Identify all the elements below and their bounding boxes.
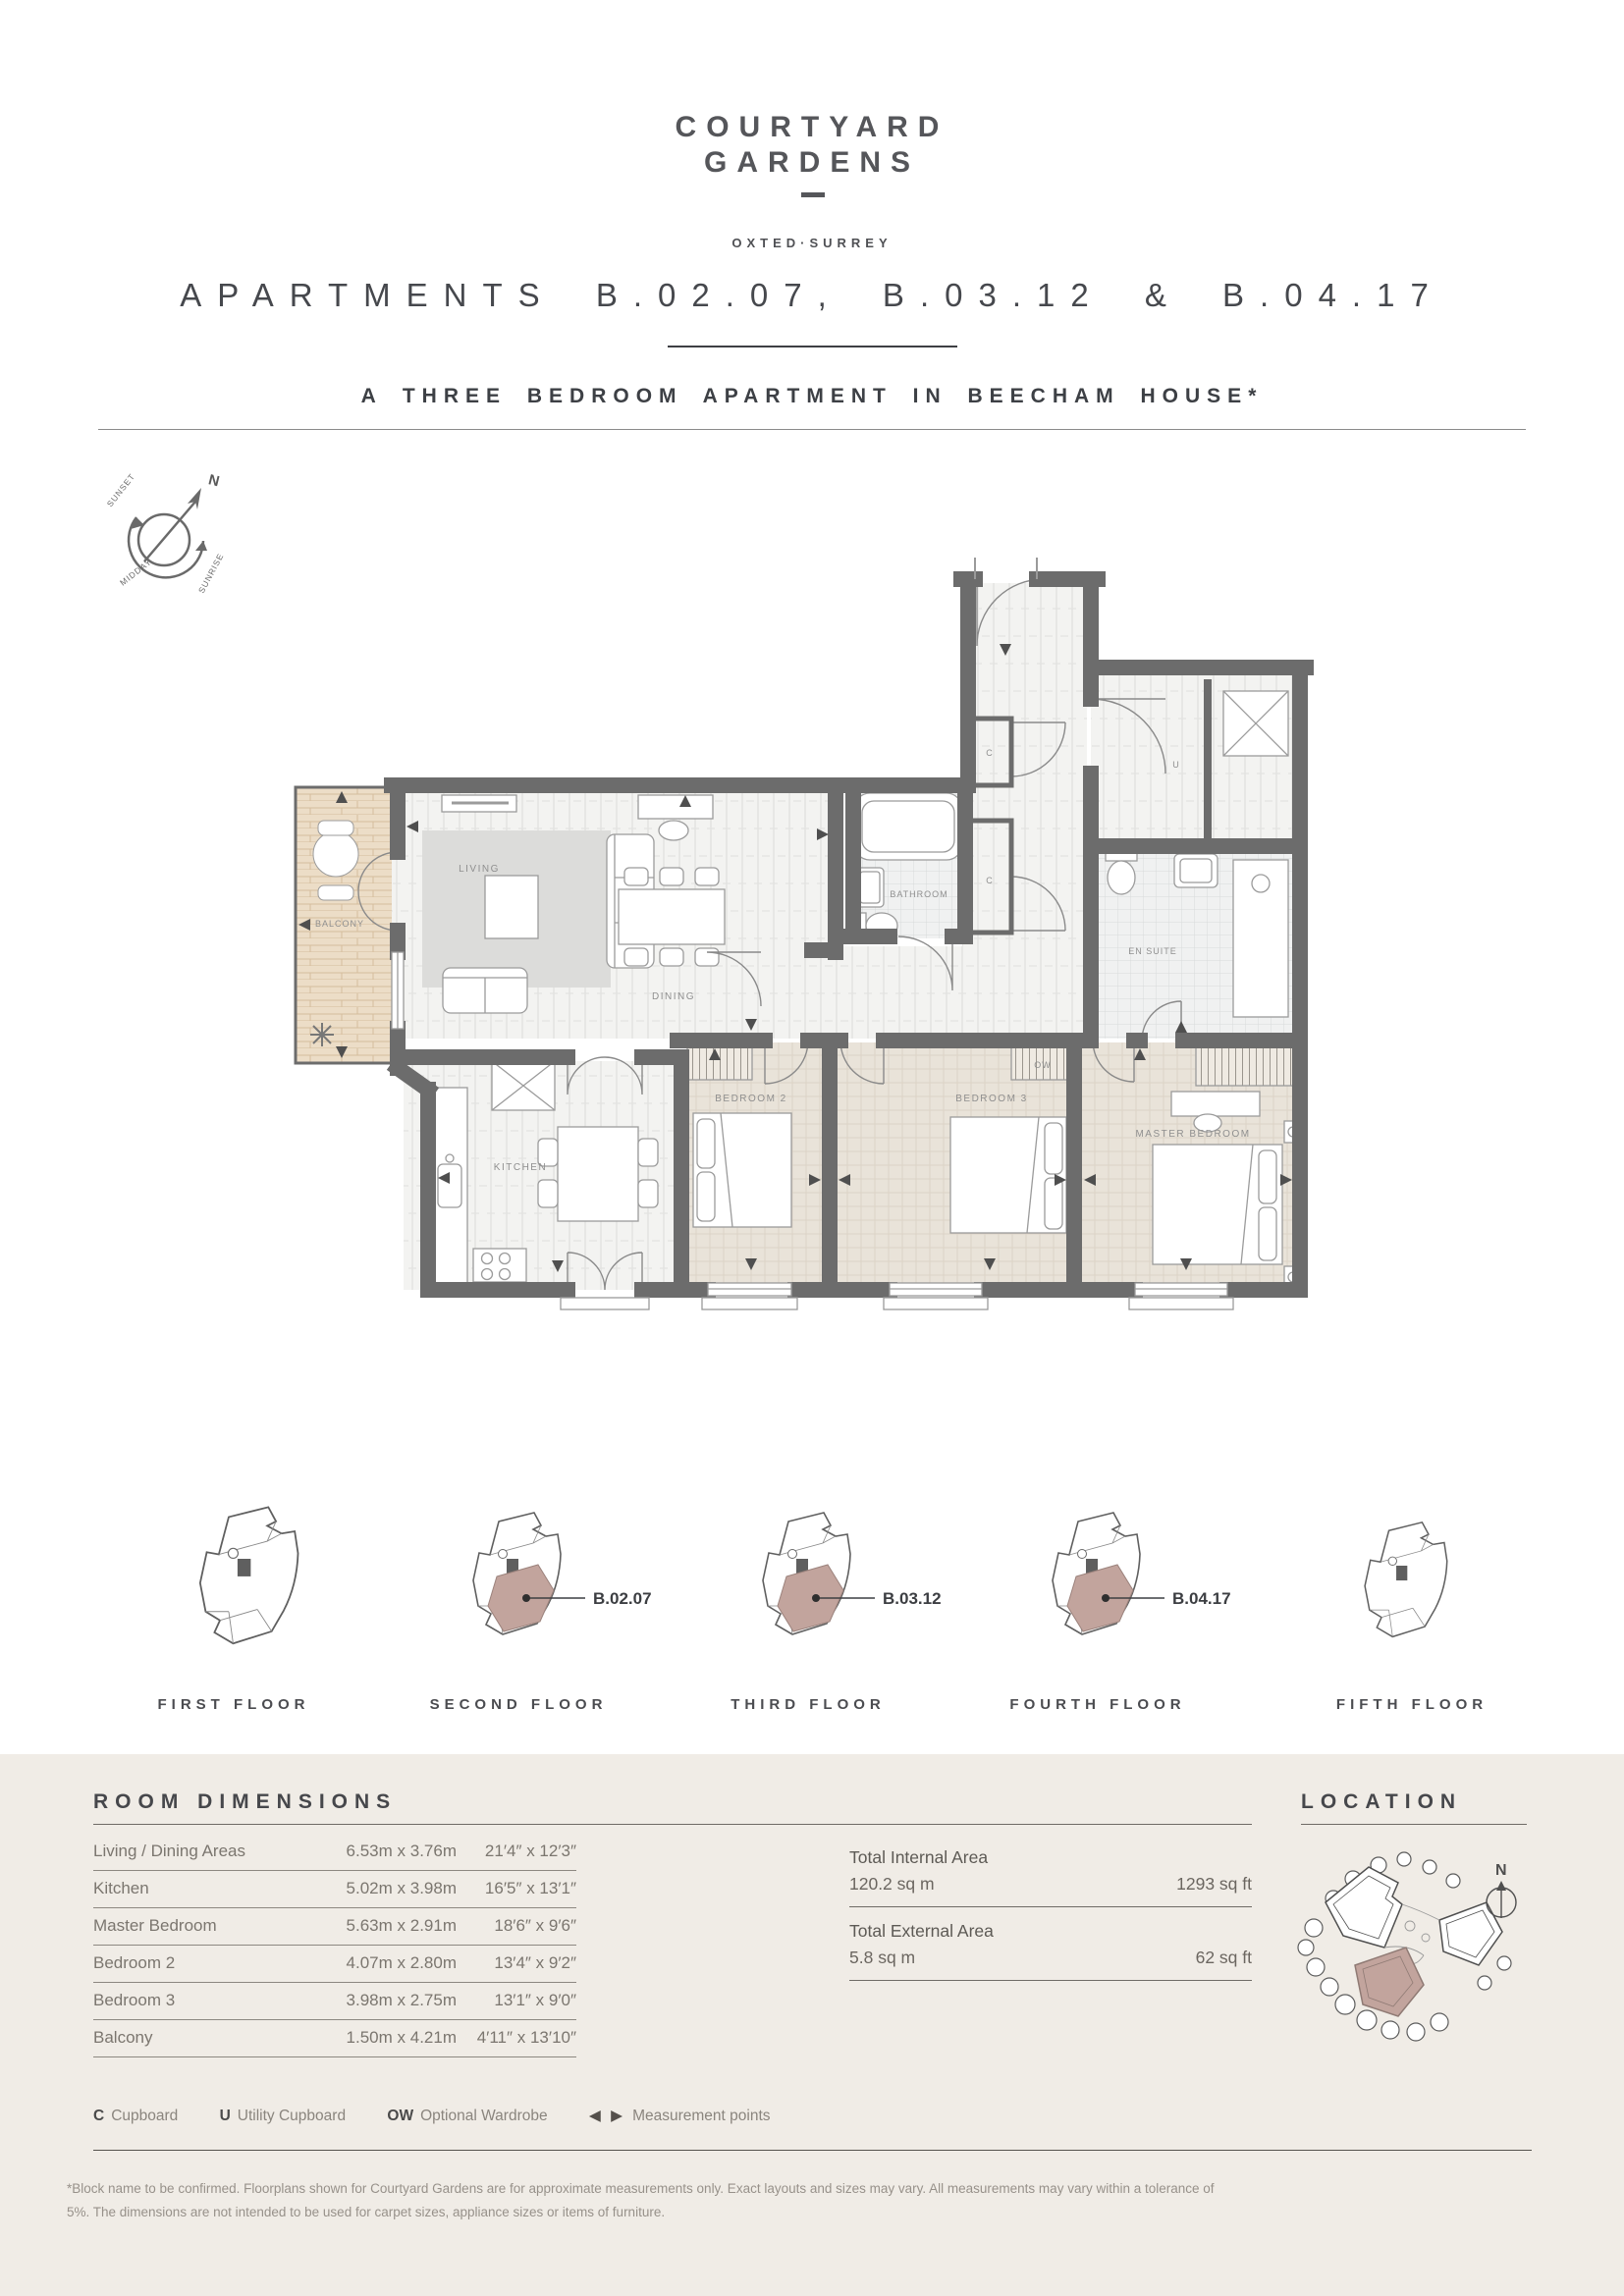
table-row: Bedroom 3 3.98m x 2.75m 13′1″ x 9′0″ bbox=[93, 1983, 576, 2020]
disclaimer-line1: *Block name to be confirmed. Floorplans shown for Courtyard Gardens are for approximate measurements only. Exact layouts and sizes may vary. All measurements may vary within a tolerance of bbox=[67, 2181, 1215, 2196]
legend-key-u: U bbox=[219, 2108, 231, 2124]
page-title: APARTMENTS B.02.07, B.03.12 & B.04.17 bbox=[180, 277, 1444, 313]
ensuite-toilet bbox=[1108, 861, 1135, 894]
plant-icon bbox=[310, 1023, 334, 1046]
desk bbox=[638, 795, 713, 819]
external-area-label: Total External Area bbox=[849, 1921, 994, 1941]
table-row: Balcony 1.50m x 4.21m 4′11″ x 13′10″ bbox=[93, 2020, 576, 2057]
table-row: Living / Dining Areas 6.53m x 3.76m 21′4″ x 12′3″ bbox=[93, 1834, 576, 1871]
floorplan-mini-fifth-floor bbox=[1306, 1506, 1581, 1663]
desk-chair bbox=[659, 821, 688, 840]
apartment-floor-plan bbox=[263, 540, 1316, 1366]
page-subtitle: A THREE BEDROOM APARTMENT IN BEECHAM HOUSE* bbox=[360, 385, 1264, 407]
total-external-area bbox=[849, 1907, 1252, 1981]
disclaimer-text bbox=[67, 2177, 1559, 2224]
disclaimer-line2: 5%. The dimensions are not intended to be used for carpet sizes, appliance sizes or items of furniture. bbox=[67, 2205, 666, 2219]
external-area-imperial: 62 sq ft bbox=[1195, 1948, 1252, 1967]
cupboard1-label: C bbox=[986, 748, 994, 758]
master-bedroom-label: MASTER BEDROOM bbox=[1135, 1129, 1251, 1140]
brand-dash bbox=[801, 192, 825, 197]
first-floor-label: FIRST FLOOR bbox=[157, 1696, 310, 1713]
utility-label: U bbox=[1172, 760, 1180, 770]
unit-callout-b0207: B.02.07 bbox=[593, 1589, 652, 1608]
legend-key-ow: OW bbox=[387, 2108, 414, 2124]
external-area-metric: 5.8 sq m bbox=[849, 1948, 916, 1967]
master-wardrobe bbox=[1196, 1044, 1298, 1086]
unit-callout-b0312: B.03.12 bbox=[883, 1589, 942, 1608]
dining-label: DINING bbox=[652, 991, 695, 1002]
entrance-frame bbox=[975, 558, 1037, 579]
legend-label-u: Utility Cupboard bbox=[237, 2108, 347, 2124]
brand-logo bbox=[0, 110, 1624, 181]
location-heading: LOCATION bbox=[1301, 1790, 1463, 1813]
ow-label: OW bbox=[1034, 1060, 1052, 1070]
location-rule bbox=[1301, 1824, 1527, 1825]
plan-legend bbox=[93, 2107, 1468, 2125]
floorplan-mini-second-floor bbox=[424, 1502, 699, 1659]
compass-sunset-label: SUNSET bbox=[104, 471, 137, 509]
compass-midday-label: MIDDAY bbox=[118, 557, 154, 588]
kitchen-label: KITCHEN bbox=[493, 1162, 548, 1173]
ensuite-label: EN SUITE bbox=[1128, 946, 1177, 956]
measurement-arrows-icon: ◀ ▶ bbox=[588, 2108, 626, 2124]
title-underline bbox=[668, 346, 957, 347]
internal-area-metric: 120.2 sq m bbox=[849, 1874, 935, 1894]
legend-label-ow: Optional Wardrobe bbox=[420, 2108, 548, 2124]
kitchen-sink bbox=[438, 1164, 461, 1207]
legend-label-measurement: Measurement points bbox=[632, 2108, 771, 2124]
cupboard2-label: C bbox=[986, 876, 994, 885]
balcony-label: BALCONY bbox=[314, 919, 365, 929]
compass-sunrise-label: SUNRISE bbox=[195, 551, 226, 595]
dimensions-rule bbox=[93, 1824, 1252, 1825]
bedroom2-label: BEDROOM 2 bbox=[715, 1094, 787, 1104]
master-bed bbox=[1153, 1121, 1302, 1288]
internal-area-imperial: 1293 sq ft bbox=[1176, 1874, 1252, 1894]
compass-north-label: N bbox=[206, 471, 222, 491]
floorplan-mini-fourth-floor bbox=[1003, 1502, 1278, 1659]
bedroom3-label: BEDROOM 3 bbox=[955, 1094, 1028, 1104]
coffee-table bbox=[485, 876, 538, 938]
bedroom2-bed bbox=[693, 1113, 791, 1227]
brand-line1: COURTYARD bbox=[675, 111, 949, 143]
kitchen-table bbox=[558, 1127, 638, 1221]
fourth-floor-label: FOURTH FLOOR bbox=[1009, 1696, 1186, 1713]
unit-callout-b0417: B.04.17 bbox=[1172, 1589, 1231, 1608]
dining-table bbox=[619, 889, 725, 944]
master-desk bbox=[1171, 1092, 1260, 1116]
table-row: Bedroom 2 4.07m x 2.80m 13′4″ x 9′2″ bbox=[93, 1946, 576, 1983]
brand-location: OXTED·SURREY bbox=[731, 236, 893, 250]
table-row: Kitchen 5.02m x 3.98m 16′5″ x 13′1″ bbox=[93, 1871, 576, 1908]
bathroom-label: BATHROOM bbox=[890, 889, 948, 899]
floorplan-mini-third-floor bbox=[714, 1502, 989, 1659]
fifth-floor-label: FIFTH FLOOR bbox=[1335, 1696, 1489, 1713]
legend-key-c: C bbox=[93, 2108, 105, 2124]
legend-label-c: Cupboard bbox=[111, 2108, 179, 2124]
second-floor-label: SECOND FLOOR bbox=[429, 1696, 608, 1713]
svg-text:N: N bbox=[1495, 1862, 1507, 1879]
sun-path-compass-icon bbox=[93, 447, 250, 614]
total-internal-area bbox=[849, 1834, 1252, 1907]
bedroom3-bed bbox=[950, 1117, 1066, 1233]
location-site-map bbox=[1292, 1838, 1547, 2063]
floorplan-mini-first-floor bbox=[137, 1496, 412, 1653]
internal-area-label: Total Internal Area bbox=[849, 1847, 989, 1867]
legend-divider bbox=[93, 2150, 1532, 2151]
room-dimensions-heading: ROOM DIMENSIONS bbox=[93, 1790, 398, 1813]
table-row: Master Bedroom 5.63m x 2.91m 18′6″ x 9′6″ bbox=[93, 1908, 576, 1946]
third-floor-label: THIRD FLOOR bbox=[731, 1696, 886, 1713]
header-divider bbox=[98, 429, 1526, 430]
brand-line2: GARDENS bbox=[703, 146, 920, 179]
living-label: LIVING bbox=[459, 864, 500, 875]
room-dimensions-table bbox=[93, 1834, 576, 2057]
total-areas bbox=[849, 1834, 1252, 1981]
bedroom2-wardrobe bbox=[687, 1044, 752, 1080]
